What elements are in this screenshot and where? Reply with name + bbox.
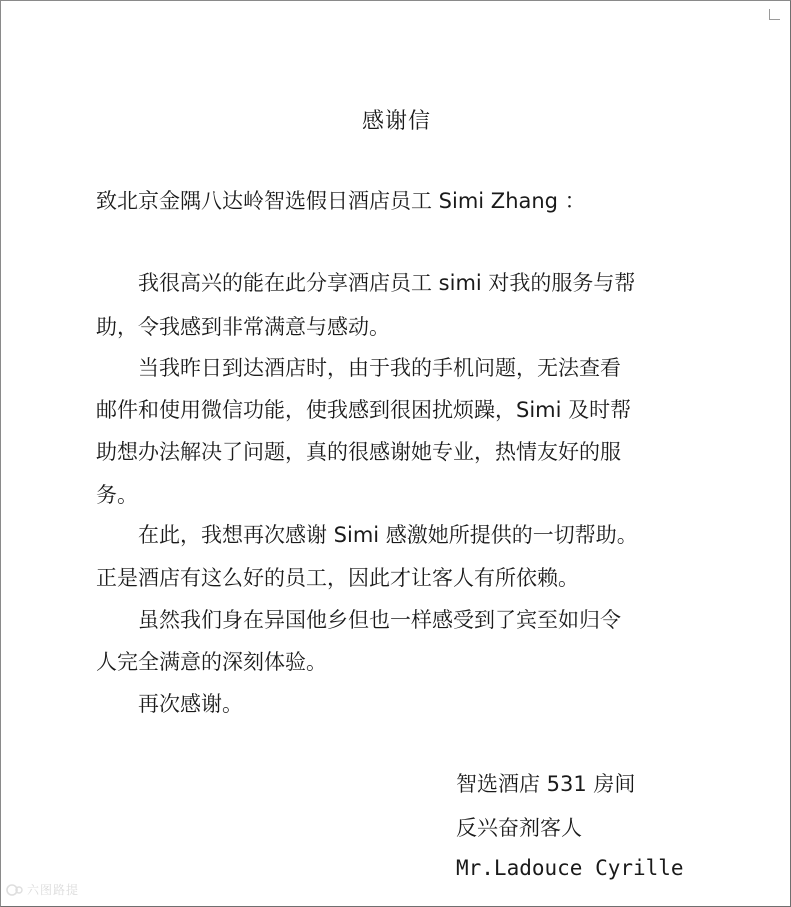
signature-name: Mr.Ladouce Cyrille — [456, 856, 684, 880]
watermark — [6, 881, 79, 898]
letter-title: 感谢信 — [361, 109, 431, 134]
signature-room: 智选酒店 531 房间 — [456, 772, 636, 796]
paragraph-3-line-2: 正是酒店有这么好的员工，因此才让客人有所依赖。 — [96, 566, 579, 590]
paragraph-2-line-2: 邮件和使用微信功能，使我感到很困扰烦躁，Simi 及时帮 — [96, 398, 632, 422]
page-corner-mark — [769, 9, 780, 20]
signature-guest-label: 反兴奋剂客人 — [456, 816, 582, 840]
paragraph-2-line-4: 务。 — [96, 483, 138, 507]
watermark-logo-icon — [6, 883, 24, 897]
paragraph-2-line-1: 当我昨日到达酒店时，由于我的手机问题，无法查看 — [138, 356, 621, 380]
paragraph-2-line-3: 助想办法解决了问题，真的很感谢她专业，热情友好的服 — [96, 440, 621, 464]
paragraph-4-line-1: 虽然我们身在异国他乡但也一样感受到了宾至如归令 — [138, 608, 621, 632]
paragraph-5-line-1: 再次感谢。 — [138, 692, 243, 716]
paragraph-3-line-1: 在此，我想再次感谢 Simi 感激她所提供的一切帮助。 — [138, 523, 638, 547]
salutation-line: 致北京金隅八达岭智选假日酒店员工 Simi Zhang ： — [96, 189, 586, 213]
watermark-text: 六图路提 — [27, 883, 80, 897]
paragraph-1-line-2: 助，令我感到非常满意与感动。 — [96, 315, 390, 339]
paragraph-4-line-2: 人完全满意的深刻体验。 — [96, 650, 327, 674]
paragraph-1-line-1: 我很高兴的能在此分享酒店员工 simi 对我的服务与帮 — [138, 271, 636, 295]
